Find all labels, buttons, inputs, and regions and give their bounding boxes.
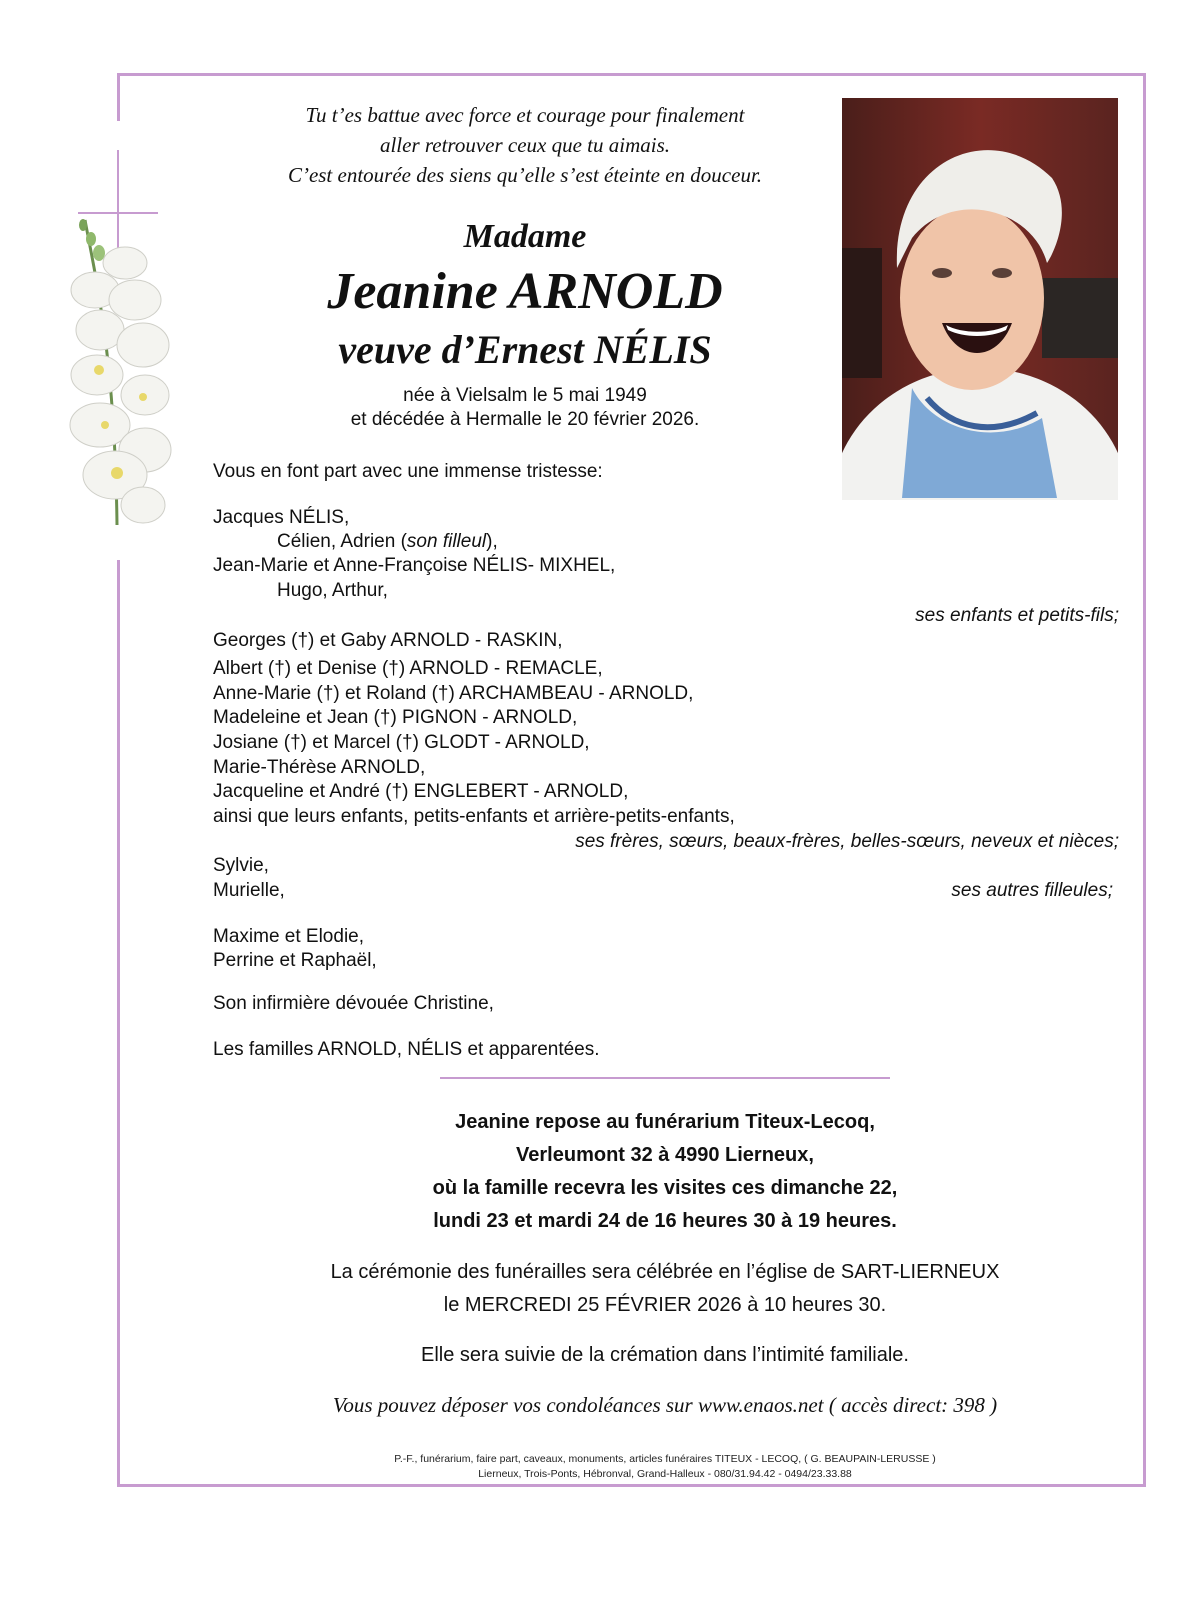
- deceased-name: Jeanine ARNOLD: [327, 263, 723, 320]
- siblings-role: ses frères, sœurs, beaux-frères, belles-sœurs, neveux et nièces;: [575, 831, 1119, 852]
- cross-horizontal: [78, 212, 158, 214]
- sibling-line-5: Josiane (†) et Marcel (†) GLODT - ARNOLD,: [213, 732, 590, 753]
- sibling-line-1: Georges (†) et Gaby ARNOLD - RASKIN,: [213, 630, 563, 651]
- widow-of: veuve d’Ernest NÉLIS: [338, 327, 712, 372]
- child-line-4: Hugo, Arthur,: [277, 580, 388, 601]
- others-line-1: Maxime et Elodie,: [213, 926, 365, 947]
- others-line-2: Perrine et Raphaël,: [213, 950, 377, 971]
- portrait-photo: [842, 98, 1118, 500]
- visitation-line-3: où la famille recevra les visites ces dimanche 22,: [432, 1177, 898, 1199]
- frame-bottom-line: [117, 1484, 1146, 1487]
- frame-left-line-top: [117, 73, 120, 121]
- quote-line-3: C’est entourée des siens qu’elle s’est éteinte en douceur.: [287, 163, 763, 187]
- quote-line-2: aller retrouver ceux que tu aimais.: [379, 133, 671, 157]
- visitation-info: [300, 1106, 1030, 1238]
- sibling-line-7: Jacqueline et André (†) ENGLEBERT - ARNOLD,: [213, 781, 629, 802]
- birth-death-info: [220, 384, 830, 432]
- filleule-line-1: Sylvie,: [213, 855, 269, 876]
- frame-top-line: [117, 73, 1146, 76]
- filleules-role: ses autres filleules;: [951, 880, 1113, 901]
- children-role: ses enfants et petits-fils;: [915, 605, 1119, 626]
- filleule-line-2: Murielle,: [213, 880, 285, 901]
- frame-left-line-bottom: [117, 560, 120, 1487]
- quote-line-1: Tu t’es battue avec force et courage pour finalement: [305, 103, 745, 127]
- visitation-line-1: Jeanine repose au funérarium Titeux-Lecoq,: [455, 1111, 875, 1133]
- nurse-line: Son infirmière dévouée Christine,: [213, 993, 494, 1014]
- condolences-line: Vous pouvez déposer vos condoléances sur www.enaos.net ( accès direct: 398 ): [332, 1393, 998, 1417]
- death-line: et décédée à Hermalle le 20 février 2026.: [350, 409, 700, 430]
- ceremony-line-2: le MERCREDI 25 FÉVRIER 2026 à 10 heures 30.: [443, 1294, 887, 1316]
- footer-line-2: Lierneux, Trois-Ponts, Hébronval, Grand-Halleux - 080/31.94.42 - 0494/23.33.88: [478, 1468, 852, 1480]
- child-line-2-italic: son filleul: [406, 531, 487, 552]
- child-line-2: [277, 530, 498, 554]
- families-line: Les familles ARNOLD, NÉLIS et apparentées.: [213, 1039, 600, 1060]
- visitation-line-4: lundi 23 et mardi 24 de 16 heures 30 à 19 heures.: [433, 1210, 897, 1232]
- child-line-2-b: ),: [486, 531, 498, 552]
- birth-line: née à Vielsalm le 5 mai 1949: [403, 385, 647, 406]
- orchid-flower-illustration: [55, 215, 175, 535]
- child-line-1: Jacques NÉLIS,: [213, 507, 350, 528]
- sibling-line-4: Madeleine et Jean (†) PIGNON - ARNOLD,: [213, 707, 578, 728]
- ceremony-line-1: La cérémonie des funérailles sera célébrée en l’église de SART-LIERNEUX: [330, 1261, 1000, 1283]
- sibling-line-8: ainsi que leurs enfants, petits-enfants et arrière-petits-enfants,: [213, 806, 735, 827]
- sibling-line-3: Anne-Marie (†) et Roland (†) ARCHAMBEAU - ARNOLD,: [213, 683, 694, 704]
- funeral-home-footer: [220, 1452, 1110, 1482]
- visitation-line-2: Verleumont 32 à 4990 Lierneux,: [516, 1144, 814, 1166]
- footer-line-1: P.-F., funérarium, faire part, caveaux, monuments, articles funéraires TITEUX - LECOQ, ( G. BEAUPAIN-LERUSSE ): [394, 1453, 936, 1465]
- frame-right-line: [1143, 73, 1146, 1487]
- title-madame: Madame: [463, 218, 587, 255]
- sibling-line-2: Albert (†) et Denise (†) ARNOLD - REMACLE,: [213, 658, 603, 679]
- child-line-2-a: Célien, Adrien (: [277, 531, 407, 552]
- quote-text: [240, 100, 810, 190]
- intro-line: Vous en font part avec une immense tristesse:: [213, 461, 603, 482]
- child-line-3: Jean-Marie et Anne-Françoise NÉLIS- MIXHEL,: [213, 555, 616, 576]
- sibling-line-6: Marie-Thérèse ARNOLD,: [213, 757, 426, 778]
- cremation-line: Elle sera suivie de la crémation dans l’intimité familiale.: [421, 1344, 909, 1366]
- ceremony-info: [220, 1256, 1110, 1322]
- separator-line: [440, 1077, 890, 1079]
